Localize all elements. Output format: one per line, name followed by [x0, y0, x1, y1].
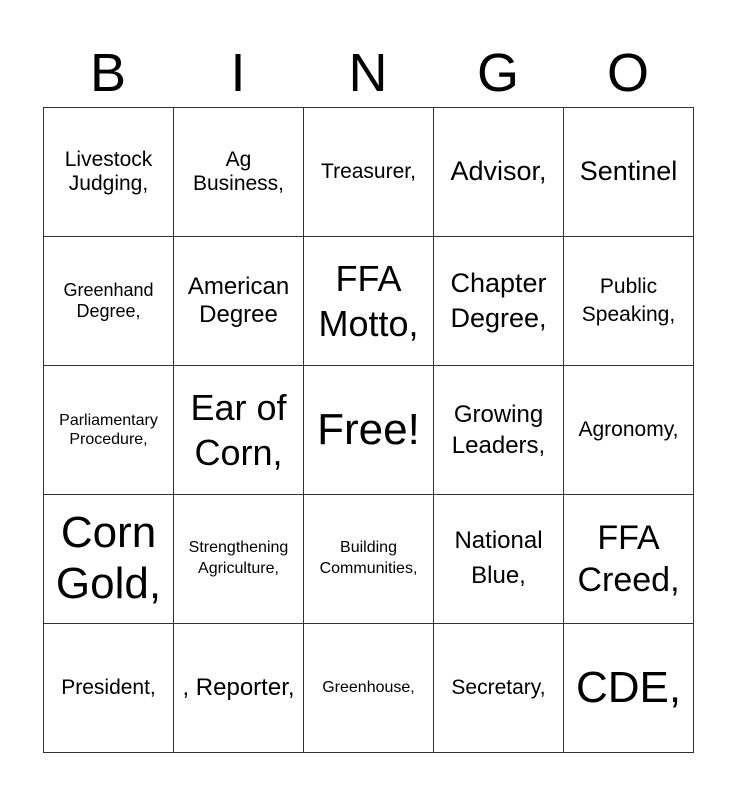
board-row — [44, 366, 694, 495]
board-row — [44, 624, 694, 753]
bingo-cell[interactable] — [174, 237, 304, 366]
cell-label: Corn Gold, — [55, 508, 162, 608]
header-letter-g: G — [476, 43, 519, 103]
cell-label: Livestock Judging, — [64, 147, 153, 195]
cell-label: Greenhand Degree, — [63, 280, 154, 321]
cell-label: Building Communities, — [319, 539, 418, 577]
header-letter-b: B — [89, 43, 127, 103]
cell-label: Sentinel — [579, 156, 678, 187]
bingo-cell[interactable] — [304, 366, 434, 495]
header-letter-o: O — [606, 43, 649, 103]
free-space-label: Free! — [317, 404, 420, 454]
cell-label: Strengthening Agriculture, — [188, 539, 289, 577]
cell-label: American Degree — [187, 273, 290, 328]
bingo-cell[interactable] — [564, 495, 694, 624]
cell-label: Chapter Degree, — [450, 267, 547, 333]
header-letter-n: N — [348, 43, 388, 103]
bingo-cell[interactable] — [44, 366, 174, 495]
cell-label: Agronomy, — [578, 417, 679, 441]
bingo-cell[interactable] — [304, 495, 434, 624]
cell-label: Parliamentary Procedure, — [59, 411, 158, 448]
cell-label: CDE, — [575, 662, 682, 712]
bingo-cell[interactable] — [174, 108, 304, 237]
bingo-cell[interactable] — [174, 495, 304, 624]
cell-label: President, — [61, 675, 156, 699]
board-row — [44, 237, 694, 366]
cell-label: Advisor, — [450, 156, 547, 187]
bingo-cell[interactable] — [564, 366, 694, 495]
bingo-cell[interactable] — [564, 108, 694, 237]
bingo-cell[interactable] — [44, 495, 174, 624]
board-row — [44, 495, 694, 624]
bingo-cell[interactable] — [434, 624, 564, 753]
bingo-cell[interactable] — [564, 237, 694, 366]
bingo-cell[interactable] — [174, 624, 304, 753]
bingo-cell[interactable] — [564, 624, 694, 753]
bingo-cell[interactable] — [44, 108, 174, 237]
cell-label: FFA Creed, — [577, 518, 680, 599]
bingo-cell[interactable] — [304, 624, 434, 753]
cell-label: Greenhouse, — [322, 678, 415, 696]
header-letter-i: I — [230, 43, 246, 103]
bingo-cell[interactable] — [304, 108, 434, 237]
cell-label: National Blue, — [454, 527, 543, 589]
cell-label: Ear of Corn, — [190, 387, 287, 473]
bingo-cell[interactable] — [434, 495, 564, 624]
bingo-board — [43, 107, 694, 753]
bingo-cell[interactable] — [44, 624, 174, 753]
cell-label: Secretary, — [451, 675, 546, 699]
bingo-header — [43, 38, 693, 108]
cell-label: Growing Leaders, — [451, 400, 546, 459]
cell-label: Treasurer, — [321, 159, 416, 183]
cell-label: Ag Business, — [192, 147, 285, 195]
cell-label: FFA Motto, — [318, 258, 419, 344]
bingo-cell[interactable] — [434, 237, 564, 366]
bingo-cell[interactable] — [434, 108, 564, 237]
bingo-cell[interactable] — [304, 237, 434, 366]
bingo-cell[interactable] — [44, 237, 174, 366]
bingo-cell[interactable] — [174, 366, 304, 495]
bingo-cell[interactable] — [434, 366, 564, 495]
board-row — [44, 108, 694, 237]
cell-label: , Reporter, — [182, 674, 295, 702]
cell-label: Public Speaking, — [581, 274, 676, 326]
